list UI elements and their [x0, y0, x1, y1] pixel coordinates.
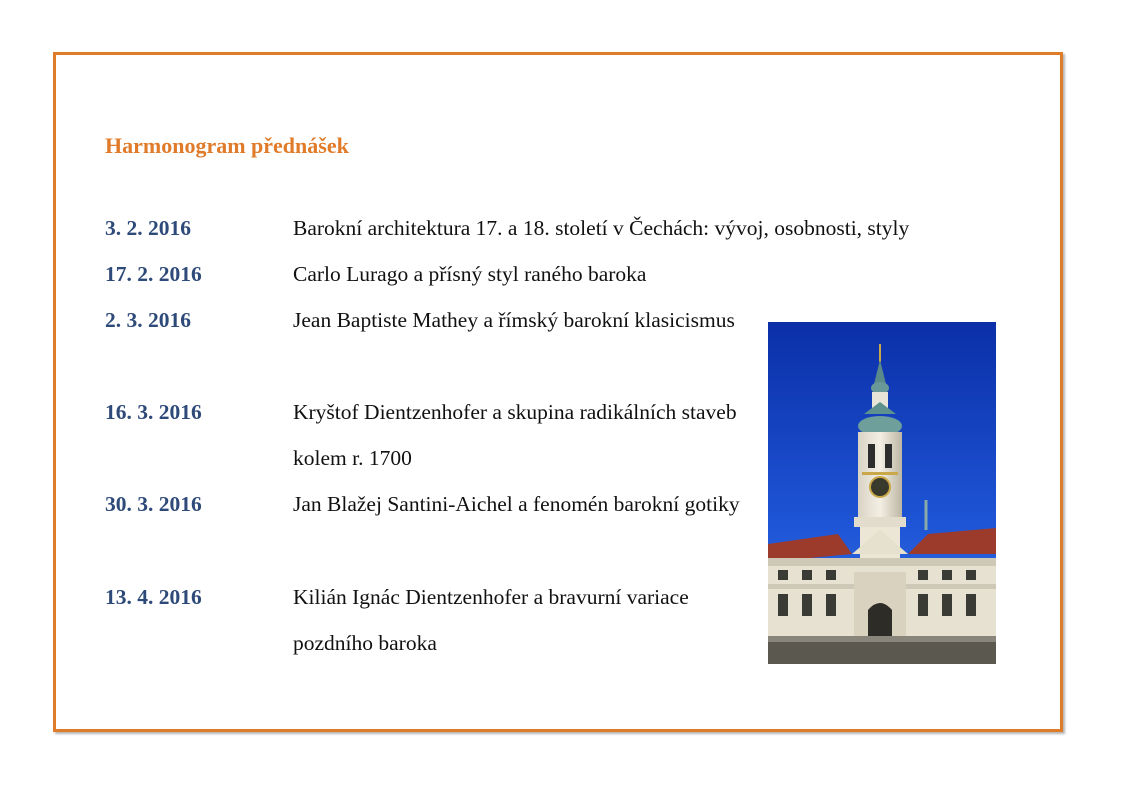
lecture-title: Kilián Ignác Dientzenhofer a bravurní variace pozdního baroka	[293, 585, 689, 655]
lecture-title: Jan Blažej Santini-Aichel a fenomén barokní gotiky	[293, 492, 740, 516]
lecture-date: 17. 2. 2016	[105, 262, 202, 286]
schedule-frame	[53, 52, 1063, 732]
lecture-date: 13. 4. 2016	[105, 585, 202, 609]
lecture-date: 2. 3. 2016	[105, 308, 191, 332]
loreta-church-photo	[768, 322, 996, 664]
lecture-title: Kryštof Dientzenhofer a skupina radikálních staveb kolem r. 1700	[293, 400, 737, 470]
lecture-title: Jean Baptiste Mathey a římský barokní klasicismus	[293, 308, 735, 332]
schedule-heading: Harmonogram přednášek	[105, 133, 349, 158]
lecture-title: Barokní architektura 17. a 18. století v Čechách: vývoj, osobnosti, styly	[293, 216, 910, 240]
lecture-date: 3. 2. 2016	[105, 216, 191, 240]
lecture-date: 30. 3. 2016	[105, 492, 202, 516]
lecture-date: 16. 3. 2016	[105, 400, 202, 424]
lecture-title: Carlo Lurago a přísný styl raného baroka	[293, 262, 647, 286]
